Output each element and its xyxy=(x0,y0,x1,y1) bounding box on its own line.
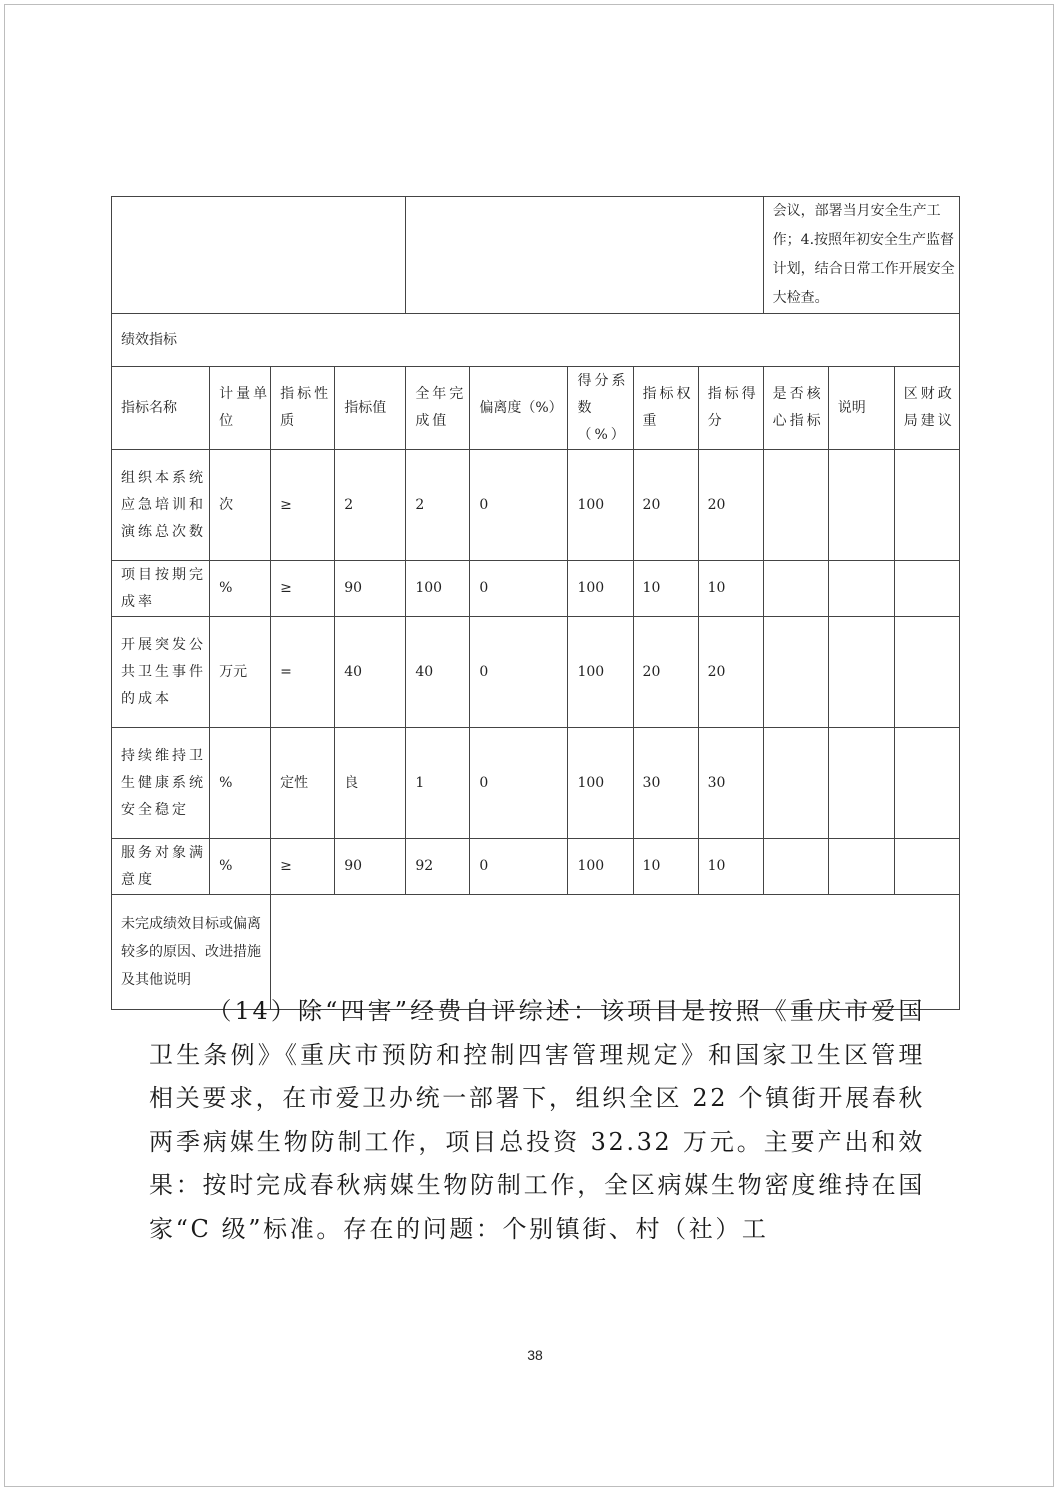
row-actual: 2 xyxy=(406,450,470,561)
row-name: 开展突发公共卫生事件的成本 xyxy=(112,617,210,728)
continuation-text: 会议，部署当月安全生产工作；4.按照年初安全生产监督计划，结合日常工作开展安全大检查。 xyxy=(763,197,959,314)
row-score-coef: 100 xyxy=(568,728,633,839)
row-nature: ≥ xyxy=(271,839,335,895)
row-deviation: 0 xyxy=(470,561,568,617)
table-row xyxy=(112,839,960,895)
row-core xyxy=(763,450,828,561)
continuation-empty-left xyxy=(112,197,406,314)
row-target: 良 xyxy=(335,728,406,839)
row-unit: % xyxy=(210,728,271,839)
row-deviation: 0 xyxy=(470,617,568,728)
header-row xyxy=(112,367,960,450)
table-row xyxy=(112,561,960,617)
header-unit: 计量单位 xyxy=(210,367,271,450)
row-score: 10 xyxy=(698,561,763,617)
row-actual: 1 xyxy=(406,728,470,839)
row-note xyxy=(828,450,894,561)
row-note xyxy=(828,839,894,895)
row-deviation: 0 xyxy=(470,839,568,895)
row-name: 持续维持卫生健康系统安全稳定 xyxy=(112,728,210,839)
page-number: 38 xyxy=(527,1347,543,1363)
table-row xyxy=(112,617,960,728)
continuation-empty-mid xyxy=(406,197,763,314)
row-core xyxy=(763,728,828,839)
document-page xyxy=(4,4,1054,1487)
continuation-row xyxy=(112,197,960,314)
row-advice xyxy=(894,728,959,839)
row-core xyxy=(763,561,828,617)
row-score-coef: 100 xyxy=(568,839,633,895)
section-title-row xyxy=(112,314,960,367)
row-deviation: 0 xyxy=(470,728,568,839)
row-actual: 100 xyxy=(406,561,470,617)
row-target: 2 xyxy=(335,450,406,561)
header-nature: 指标性质 xyxy=(271,367,335,450)
row-score: 10 xyxy=(698,839,763,895)
row-score: 30 xyxy=(698,728,763,839)
header-core: 是否核心指标 xyxy=(763,367,828,450)
row-note xyxy=(828,617,894,728)
row-weight: 10 xyxy=(633,561,698,617)
header-weight: 指标权重 xyxy=(633,367,698,450)
row-score-coef: 100 xyxy=(568,561,633,617)
summary-text: （14）除“四害”经费自评综述：该项目是按照《重庆市爱国卫生条例》《重庆市预防和控制四害管理规定》和国家卫生区管理相关要求，在市爱卫办统一部署下，组织全区 22 个镇街开展春秋两季病媒生物防制工作，项目总投资 32.32 万元。主要产出和效果：按时完成春秋病媒生物防制工作，全区病媒生物密度维持在国家“C 级”标准。存在的问题：个别镇街、村（社）工 xyxy=(149,997,925,1243)
row-unit: 次 xyxy=(210,450,271,561)
row-advice xyxy=(894,450,959,561)
row-score-coef: 100 xyxy=(568,617,633,728)
header-deviation: 偏离度（%） xyxy=(470,367,568,450)
header-name: 指标名称 xyxy=(112,367,210,450)
row-advice xyxy=(894,561,959,617)
row-target: 90 xyxy=(335,561,406,617)
row-advice xyxy=(894,839,959,895)
row-score: 20 xyxy=(698,617,763,728)
row-weight: 30 xyxy=(633,728,698,839)
header-actual: 全年完成值 xyxy=(406,367,470,450)
table-row xyxy=(112,728,960,839)
row-actual: 92 xyxy=(406,839,470,895)
row-deviation: 0 xyxy=(470,450,568,561)
row-score-coef: 100 xyxy=(568,450,633,561)
row-nature: 定性 xyxy=(271,728,335,839)
row-name: 组织本系统应急培训和演练总次数 xyxy=(112,450,210,561)
row-weight: 10 xyxy=(633,839,698,895)
row-name: 服务对象满意度 xyxy=(112,839,210,895)
header-note: 说明 xyxy=(828,367,894,450)
row-weight: 20 xyxy=(633,450,698,561)
header-advice: 区财政局建议 xyxy=(894,367,959,450)
table-row xyxy=(112,450,960,561)
row-nature: ≥ xyxy=(271,450,335,561)
row-unit: % xyxy=(210,561,271,617)
row-advice xyxy=(894,617,959,728)
footer-label: 未完成绩效目标或偏离较多的原因、改进措施及其他说明 xyxy=(112,895,271,1010)
row-core xyxy=(763,839,828,895)
row-target: 90 xyxy=(335,839,406,895)
row-score: 20 xyxy=(698,450,763,561)
header-score: 指标得分 xyxy=(698,367,763,450)
row-unit: 万元 xyxy=(210,617,271,728)
row-target: 40 xyxy=(335,617,406,728)
row-actual: 40 xyxy=(406,617,470,728)
section-title: 绩效指标 xyxy=(112,314,960,367)
header-score-coef: 得分系数（%） xyxy=(568,367,633,450)
header-target: 指标值 xyxy=(335,367,406,450)
row-weight: 20 xyxy=(633,617,698,728)
row-note xyxy=(828,561,894,617)
performance-table xyxy=(111,196,960,1010)
row-unit: % xyxy=(210,839,271,895)
row-name: 项目按期完成率 xyxy=(112,561,210,617)
row-note xyxy=(828,728,894,839)
summary-paragraph xyxy=(149,990,925,1251)
row-nature: ≥ xyxy=(271,561,335,617)
row-core xyxy=(763,617,828,728)
row-nature: = xyxy=(271,617,335,728)
